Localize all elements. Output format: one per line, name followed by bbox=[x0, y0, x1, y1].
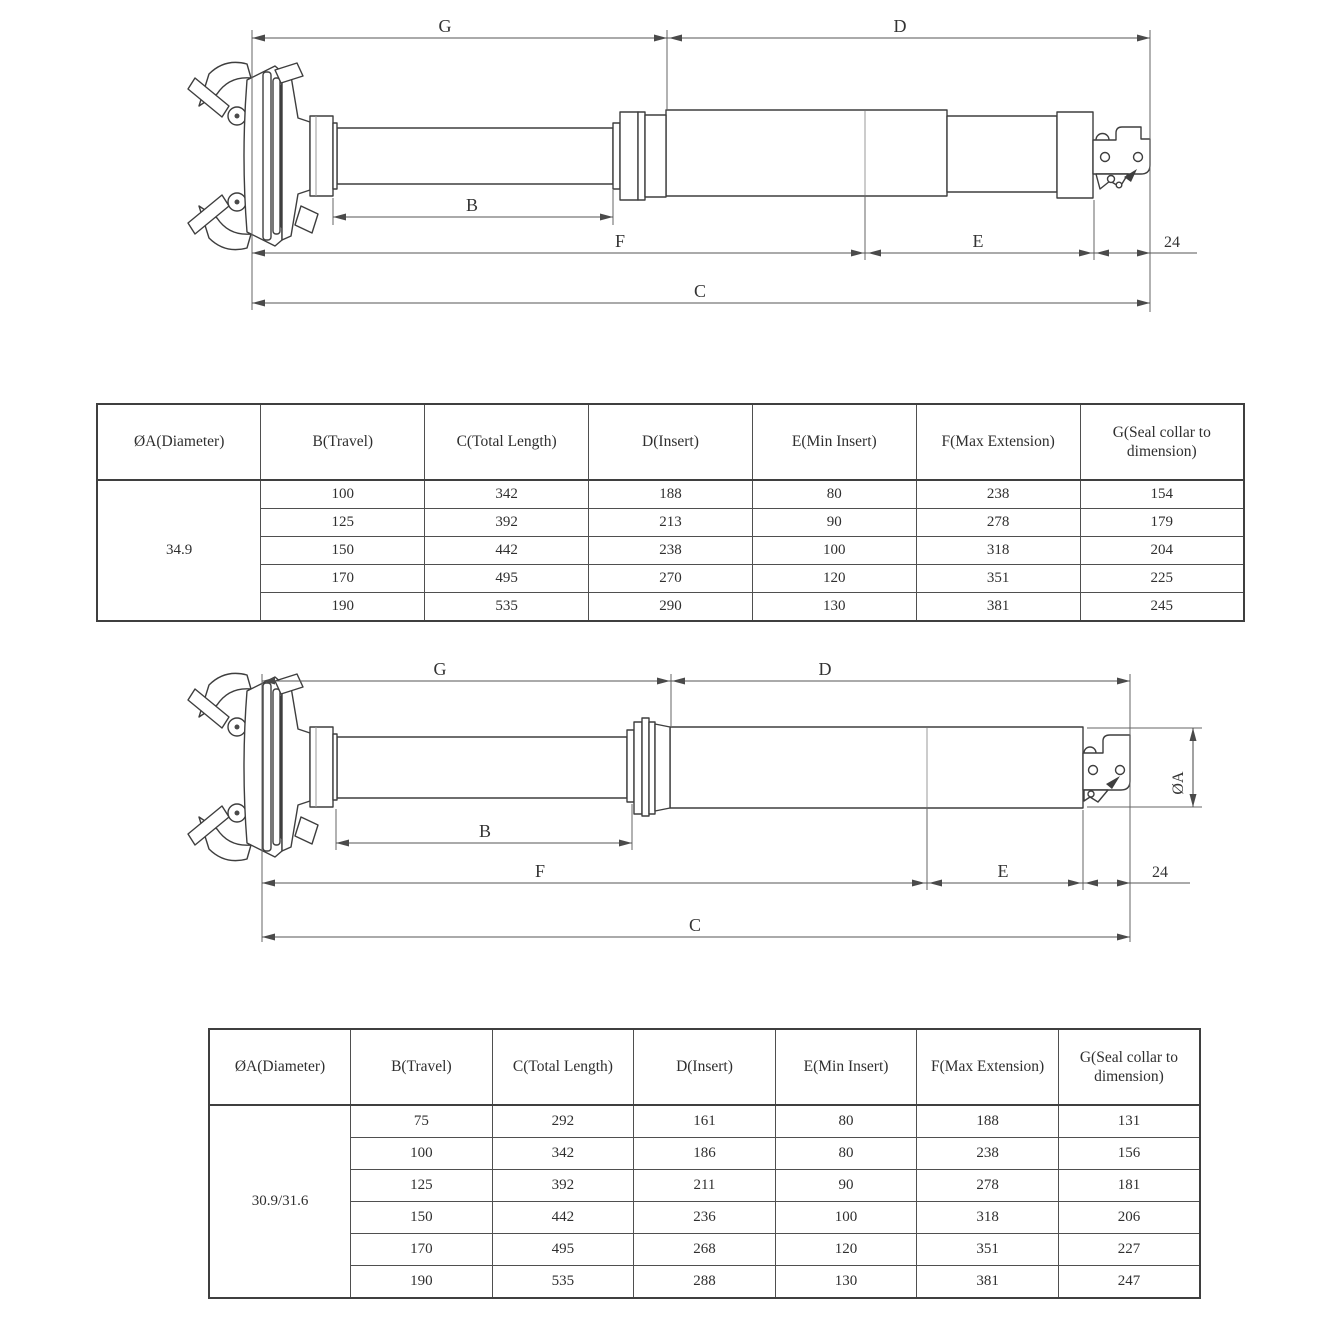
spec-value: 161 bbox=[634, 1105, 776, 1138]
col-header: B(Travel) bbox=[261, 404, 425, 480]
spec-value: 120 bbox=[752, 565, 916, 593]
dim-label-e: E bbox=[997, 861, 1009, 881]
bracket-hole bbox=[1116, 766, 1125, 775]
col-header-diameter: ØA(Diameter) bbox=[97, 404, 261, 480]
table-row bbox=[209, 1138, 1200, 1170]
spec-value: 100 bbox=[752, 537, 916, 565]
table-row bbox=[97, 480, 1244, 509]
spec-value: 186 bbox=[634, 1138, 776, 1170]
clamp-plate bbox=[273, 78, 280, 234]
clamp-plate bbox=[273, 689, 280, 845]
spec-value: 442 bbox=[492, 1202, 634, 1234]
dim-label-f: F bbox=[534, 861, 546, 881]
col-header: C(Total Length) bbox=[492, 1029, 634, 1105]
spec-value: 238 bbox=[917, 1138, 1059, 1170]
spec-value: 188 bbox=[589, 480, 753, 509]
spec-value: 100 bbox=[351, 1138, 493, 1170]
spec-value: 245 bbox=[1080, 593, 1244, 622]
col-header: D(Insert) bbox=[589, 404, 753, 480]
spec-value: 211 bbox=[634, 1170, 776, 1202]
cable-lever bbox=[1084, 790, 1108, 802]
bracket-bump bbox=[1096, 134, 1109, 141]
spec-value: 131 bbox=[1058, 1105, 1200, 1138]
diameter-value: 30.9/31.6 bbox=[209, 1105, 351, 1298]
saddle-clamp-head bbox=[188, 62, 337, 249]
spec-value: 206 bbox=[1058, 1202, 1200, 1234]
head-tab-bottom bbox=[295, 206, 318, 233]
spec-value: 236 bbox=[634, 1202, 776, 1234]
spec-value: 318 bbox=[916, 537, 1080, 565]
header-row bbox=[97, 404, 1244, 480]
spec-value: 318 bbox=[917, 1202, 1059, 1234]
table-row bbox=[97, 509, 1244, 537]
col-header: B(Travel) bbox=[351, 1029, 493, 1105]
spec-value: 227 bbox=[1058, 1234, 1200, 1266]
spec-value: 125 bbox=[351, 1170, 493, 1202]
lower-tube bbox=[670, 727, 1083, 808]
bracket-plate bbox=[1083, 735, 1130, 790]
spec-value: 290 bbox=[589, 593, 753, 622]
spec-table-34-9 bbox=[96, 403, 1245, 622]
end-collar bbox=[1057, 112, 1093, 198]
col-header: F(Max Extension) bbox=[916, 404, 1080, 480]
lever-pivot bbox=[1108, 176, 1115, 183]
spec-value: 75 bbox=[351, 1105, 493, 1138]
spec-value: 80 bbox=[775, 1138, 917, 1170]
seal-collar-ring bbox=[638, 112, 645, 200]
dim-label-d: D bbox=[818, 659, 832, 679]
spec-value: 238 bbox=[916, 480, 1080, 509]
head-tab-bottom bbox=[295, 817, 318, 844]
bracket-bump bbox=[1084, 747, 1096, 753]
spec-value: 204 bbox=[1080, 537, 1244, 565]
table-row bbox=[209, 1234, 1200, 1266]
lower-tube bbox=[666, 110, 947, 196]
lever-pivot bbox=[1116, 182, 1122, 188]
col-header: G(Seal collar to dimension) bbox=[1080, 404, 1244, 480]
table-row bbox=[209, 1266, 1200, 1299]
actuator-bracket bbox=[1093, 127, 1150, 189]
spec-value: 268 bbox=[634, 1234, 776, 1266]
bracket-hole bbox=[1134, 153, 1143, 162]
spec-value: 381 bbox=[916, 593, 1080, 622]
seatpost-drawing bbox=[188, 673, 1130, 860]
spec-value: 495 bbox=[492, 1234, 634, 1266]
spec-value: 190 bbox=[351, 1266, 493, 1299]
spec-value: 238 bbox=[589, 537, 753, 565]
spec-table bbox=[208, 1028, 1201, 1299]
dim-label-diameter-a: ØA bbox=[1170, 771, 1187, 795]
head-tab-top bbox=[275, 63, 303, 83]
spec-value: 278 bbox=[916, 509, 1080, 537]
bracket-hole bbox=[1089, 766, 1098, 775]
bracket-hole bbox=[1101, 153, 1110, 162]
seal-collar-ring bbox=[649, 722, 655, 814]
dim-label-24: 24 bbox=[1164, 234, 1180, 251]
head-collar-step bbox=[333, 123, 337, 189]
head-collar bbox=[310, 116, 333, 196]
dim-label-g: G bbox=[438, 16, 452, 36]
spec-value: 80 bbox=[775, 1105, 917, 1138]
spec-value: 156 bbox=[1058, 1138, 1200, 1170]
seal-collar-step bbox=[627, 730, 634, 802]
table-row bbox=[209, 1105, 1200, 1138]
spec-table-30-9-31-6 bbox=[208, 1028, 1201, 1299]
spec-value: 270 bbox=[589, 565, 753, 593]
spec-value: 351 bbox=[916, 565, 1080, 593]
seal-collar-step bbox=[613, 123, 620, 189]
lever-pivot bbox=[1088, 791, 1094, 797]
spec-value: 100 bbox=[261, 480, 425, 509]
spec-value: 392 bbox=[492, 1170, 634, 1202]
spec-value: 342 bbox=[425, 480, 589, 509]
spec-value: 181 bbox=[1058, 1170, 1200, 1202]
dim-label-b: B bbox=[478, 821, 492, 841]
spec-value: 351 bbox=[917, 1234, 1059, 1266]
table-row bbox=[209, 1202, 1200, 1234]
spec-value: 90 bbox=[752, 509, 916, 537]
head-collar-step bbox=[333, 734, 337, 800]
mid-barrel bbox=[947, 116, 1057, 192]
dim-label-f: F bbox=[614, 231, 626, 251]
dim-label-b: B bbox=[465, 195, 479, 215]
spec-value: 125 bbox=[261, 509, 425, 537]
upper-tube bbox=[337, 128, 613, 184]
spec-value: 130 bbox=[752, 593, 916, 622]
bolt-center bbox=[235, 200, 240, 205]
spec-value: 225 bbox=[1080, 565, 1244, 593]
dim-label-24: 24 bbox=[1152, 864, 1168, 881]
spec-table bbox=[96, 403, 1245, 622]
clamp-plate bbox=[263, 683, 271, 851]
table-row bbox=[97, 565, 1244, 593]
spec-value: 278 bbox=[917, 1170, 1059, 1202]
diameter-value: 34.9 bbox=[97, 480, 261, 621]
spec-value: 213 bbox=[589, 509, 753, 537]
spec-value: 150 bbox=[261, 537, 425, 565]
seal-collar bbox=[620, 112, 638, 200]
spec-value: 170 bbox=[351, 1234, 493, 1266]
col-header: E(Min Insert) bbox=[775, 1029, 917, 1105]
spec-value: 188 bbox=[917, 1105, 1059, 1138]
spec-value: 535 bbox=[492, 1266, 634, 1299]
spec-value: 150 bbox=[351, 1202, 493, 1234]
col-header: F(Max Extension) bbox=[917, 1029, 1059, 1105]
spec-value: 120 bbox=[775, 1234, 917, 1266]
head-collar bbox=[310, 727, 333, 807]
spec-value: 170 bbox=[261, 565, 425, 593]
col-header: G(Seal collar to dimension) bbox=[1058, 1029, 1200, 1105]
seal-collar-taper bbox=[645, 115, 666, 197]
spec-value: 288 bbox=[634, 1266, 776, 1299]
spec-value: 190 bbox=[261, 593, 425, 622]
table-row bbox=[97, 593, 1244, 622]
head-tab-top bbox=[275, 674, 303, 694]
dim-label-c: C bbox=[693, 281, 707, 301]
dim-label-c: C bbox=[688, 915, 702, 935]
col-header: C(Total Length) bbox=[425, 404, 589, 480]
seal-collar-taper bbox=[655, 724, 670, 811]
bolt-center bbox=[235, 114, 240, 119]
col-header: D(Insert) bbox=[634, 1029, 776, 1105]
dim-label-g: G bbox=[433, 659, 447, 679]
table-row bbox=[97, 537, 1244, 565]
bolt-center bbox=[235, 725, 240, 730]
col-header: E(Min Insert) bbox=[752, 404, 916, 480]
table-row bbox=[209, 1170, 1200, 1202]
spec-value: 381 bbox=[917, 1266, 1059, 1299]
spec-value: 100 bbox=[775, 1202, 917, 1234]
spec-value: 130 bbox=[775, 1266, 917, 1299]
spec-value: 80 bbox=[752, 480, 916, 509]
col-header-diameter: ØA(Diameter) bbox=[209, 1029, 351, 1105]
seatpost-diagram-bottom bbox=[0, 640, 1336, 980]
upper-tube bbox=[337, 737, 627, 798]
dim-label-e: E bbox=[972, 231, 984, 251]
seatpost-drawing bbox=[188, 62, 1150, 249]
clamp-plate bbox=[263, 72, 271, 240]
seatpost-diagram-top bbox=[0, 0, 1336, 340]
spec-value: 154 bbox=[1080, 480, 1244, 509]
spec-value: 495 bbox=[425, 565, 589, 593]
spec-value: 442 bbox=[425, 537, 589, 565]
bolt-center bbox=[235, 811, 240, 816]
spec-value: 342 bbox=[492, 1138, 634, 1170]
spec-value: 90 bbox=[775, 1170, 917, 1202]
spec-value: 292 bbox=[492, 1105, 634, 1138]
dim-label-d: D bbox=[893, 16, 907, 36]
seal-collar-ring bbox=[642, 718, 649, 816]
spec-value: 392 bbox=[425, 509, 589, 537]
spec-value: 179 bbox=[1080, 509, 1244, 537]
seal-collar-ring bbox=[634, 722, 642, 814]
spec-value: 247 bbox=[1058, 1266, 1200, 1299]
header-row bbox=[209, 1029, 1200, 1105]
spec-value: 535 bbox=[425, 593, 589, 622]
actuator-bracket bbox=[1083, 735, 1130, 802]
